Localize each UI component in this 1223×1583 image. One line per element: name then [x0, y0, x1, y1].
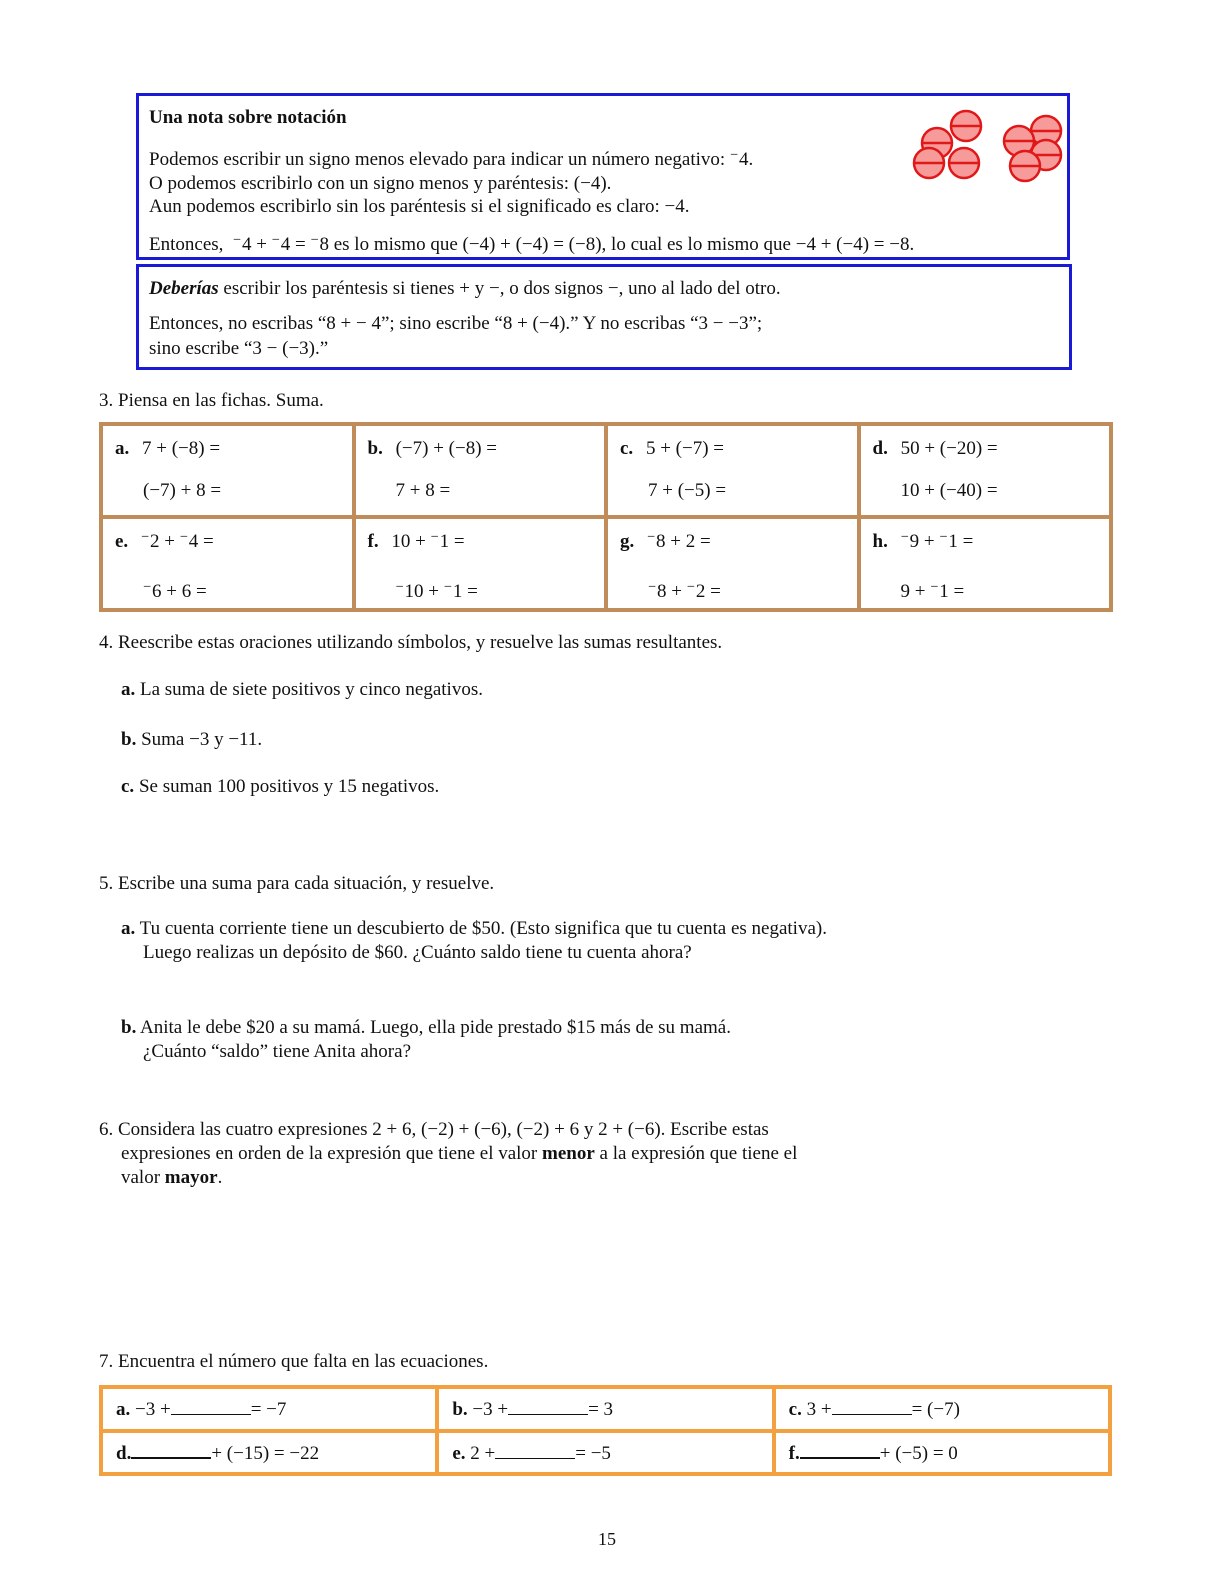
answer-blank[interactable] — [832, 1396, 912, 1415]
q7-cell-b: b. −3 + = 3 — [437, 1387, 773, 1431]
answer-blank[interactable] — [495, 1440, 575, 1459]
q3-expression-1: c. 5 + (−7) = — [620, 438, 724, 459]
q3-expression-2: 7 + (−5) = — [648, 480, 727, 501]
q3-expression-1: e. −2 + −4 = — [115, 528, 214, 552]
raised-minus: − — [647, 528, 656, 545]
q3-cell-g — [606, 517, 859, 610]
q3-cell-h — [859, 517, 1112, 610]
q3-expression-2: 9 + −1 = — [900, 578, 965, 602]
answer-blank[interactable] — [171, 1396, 251, 1415]
q3-label: b. — [367, 438, 388, 459]
q3-expression-1: b. (−7) + (−8) = — [367, 438, 497, 459]
counter-group-right — [1004, 116, 1061, 181]
q7-cell-c: c. 3 + = (−7) — [774, 1387, 1110, 1431]
q3-expression-1: h. −9 + −1 = — [872, 528, 974, 552]
q3-expression-1: d. 50 + (−20) = — [872, 438, 998, 459]
q3-label: c. — [620, 438, 638, 459]
parentheses-note-box — [136, 264, 1072, 370]
q4-item-a: a. La suma de siete positivos y cinco negativos. — [121, 679, 483, 700]
q7-label: b. — [452, 1399, 468, 1421]
q3-expression-1: f. 10 + −1 = — [367, 528, 465, 552]
raised-minus: − — [179, 528, 188, 545]
negative-counters-icon — [909, 105, 1069, 185]
q7-label: a. — [116, 1399, 131, 1421]
q3-table — [99, 422, 1113, 612]
note-line-1: Podemos escribir un signo menos elevado para indicar un número negativo: −4. — [149, 146, 754, 170]
q4-prompt: 4. Reescribe estas oraciones utilizando símbolos, y resuelve las sumas resultantes. — [99, 632, 723, 653]
q3-expression-1: a. 7 + (−8) = — [115, 438, 221, 459]
answer-blank[interactable] — [508, 1396, 588, 1415]
note-line-4: Entonces, −4 + −4 = −8 es lo mismo que (−4) + (−4) = (−8), lo cual es lo mismo que −4 + (−4) = −8. — [149, 231, 915, 255]
q7-label: f. — [788, 1443, 800, 1465]
q7-label: d. — [116, 1443, 132, 1465]
q4-item-c: c. Se suman 100 positivos y 15 negativos. — [121, 776, 440, 797]
q7-cell-a: a. −3 + = −7 — [101, 1387, 437, 1431]
q3-cell-d — [859, 424, 1112, 517]
raised-minus: − — [900, 528, 909, 545]
q3-expression-2: 7 + 8 = — [395, 480, 451, 501]
notation-note-box — [136, 93, 1070, 260]
note-title: Una nota sobre notación — [149, 107, 347, 128]
q6-text: 6. Considera las cuatro expresiones 2 + 6, (−2) + (−6), (−2) + 6 y 2 + (−6). Escribe estas expresiones en orden de la expresión que tiene el valor menor a la expresión que tiene el valor mayor. — [99, 1119, 798, 1188]
q3-label: a. — [115, 438, 134, 459]
q3-cell-c — [606, 424, 859, 517]
raised-minus: − — [930, 578, 939, 595]
answer-blank[interactable] — [800, 1439, 880, 1459]
note-line-3: Aun podemos escribirlo sin los paréntesis si el significado es claro: −4. — [149, 196, 690, 217]
q3-prompt: 3. Piensa en las fichas. Suma. — [99, 390, 324, 411]
raised-minus: − — [430, 528, 439, 545]
q5-item-a: a. Tu cuenta corriente tiene un descubierto de $50. (Esto significa que tu cuenta es negativa). Luego realizas un depósito de $60. ¿Cuánto saldo tiene tu cuenta ahora? — [121, 918, 827, 963]
q3-expression-2: 10 + (−40) = — [900, 480, 998, 501]
q3-label: d. — [872, 438, 893, 459]
q5-prompt: 5. Escribe una suma para cada situación, y resuelve. — [99, 873, 495, 894]
q7-label: e. — [452, 1442, 466, 1464]
raised-minus: − — [939, 528, 948, 545]
note2-line-2: Entonces, no escribas “8 + − 4”; sino escribe “8 + (−4).” Y no escribas “3 − −3”; — [149, 313, 763, 334]
q7-label: c. — [788, 1399, 802, 1421]
q5-item-b: b. Anita le debe $20 a su mamá. Luego, ella pide prestado $15 más de su mamá. ¿Cuánto “saldo” tiene Anita ahora? — [121, 1017, 731, 1062]
q3-expression-2: (−7) + 8 = — [143, 480, 222, 501]
raised-minus: − — [648, 578, 657, 595]
q7-cell-e: e. 2 + = −5 — [437, 1431, 773, 1475]
q3-label: g. — [620, 531, 639, 552]
note2-line-3: sino escribe “3 − (−3).” — [149, 338, 329, 359]
page-number: 15 — [598, 1529, 616, 1549]
q3-label: f. — [367, 531, 384, 552]
raised-minus: − — [143, 578, 152, 595]
q3-expression-2: −8 + −2 = — [648, 578, 721, 602]
raised-minus: − — [443, 578, 452, 595]
counter-group-left — [914, 111, 981, 178]
q3-expression-2: −10 + −1 = — [395, 578, 478, 602]
q3-cell-a — [101, 424, 354, 517]
q3-cell-f — [354, 517, 607, 610]
raised-minus: − — [395, 578, 404, 595]
q7-cell-d: d. + (−15) = −22 — [101, 1431, 437, 1475]
q3-label: h. — [872, 531, 893, 552]
q3-expression-2: −6 + 6 = — [143, 578, 207, 602]
q3-label: e. — [115, 531, 133, 552]
q3-cell-e — [101, 517, 354, 610]
q4-item-b: b. Suma −3 y −11. — [121, 729, 263, 750]
raised-minus: − — [140, 528, 149, 545]
q7-prompt: 7. Encuentra el número que falta en las ecuaciones. — [99, 1351, 489, 1372]
note-line-2: O podemos escribirlo con un signo menos y paréntesis: (−4). — [149, 173, 612, 194]
q7-cell-f: f. + (−5) = 0 — [774, 1431, 1110, 1475]
q3-expression-1: g. −8 + 2 = — [620, 528, 711, 552]
q7-table — [99, 1385, 1112, 1476]
answer-blank[interactable] — [131, 1439, 211, 1459]
note2-line-1: Deberías escribir los paréntesis si tienes + y −, o dos signos −, uno al lado del otro. — [149, 278, 781, 299]
raised-minus: − — [686, 578, 695, 595]
q3-cell-b — [354, 424, 607, 517]
